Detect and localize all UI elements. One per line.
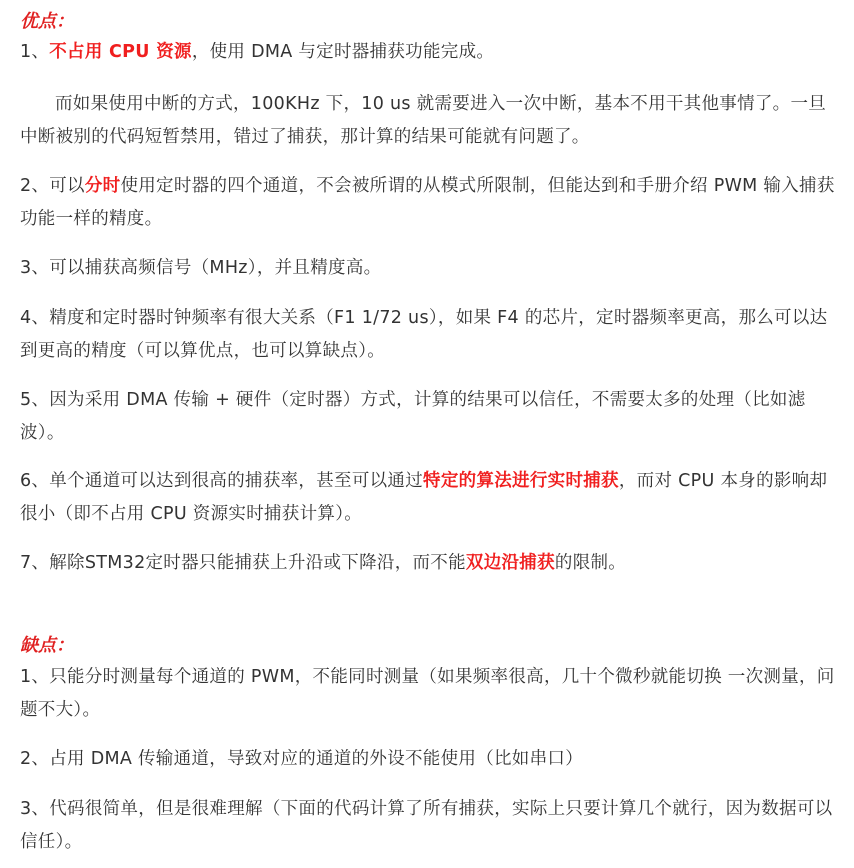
pros-item-6-prefix: 6、单个通道可以达到很高的捕获率，甚至可以通过 — [20, 471, 424, 491]
cons-item-2: 2、占用 DMA 传输通道，导致对应的通道的外设不能使用（比如串口） — [20, 749, 584, 769]
pros-item-2 — [20, 170, 835, 236]
pros-item-7-highlight: 双边沿捕获 — [465, 553, 555, 573]
pros-item-2-text: 使用定时器的四个通道，不会被所谓的从模式所限制，但能达到和手册介绍 PWM 输入捕获功能一样的精度。 — [20, 176, 835, 229]
pros-item-5: 5、因为采用 DMA 传输 + 硬件（定时器）方式，计算的结果可以信任，不需要太多的处理（比如滤波）。 — [20, 390, 806, 443]
pros-item-6-highlight: 特定的算法进行实时捕获 — [423, 471, 619, 491]
pros-item-2-highlight: 分时 — [84, 176, 121, 196]
pros-heading: 优点： — [20, 11, 74, 32]
cons-item-1: 1、只能分时测量每个通道的 PWM，不能同时测量（如果频率很高，几十个微秒就能切换 一次测量，问题不大）。 — [20, 667, 835, 720]
pros-item-4: 4、精度和定时器时钟频率有很大关系（F1 1/72 us），如果 F4 的芯片，定时器频率更高，那么可以达到更高的精度（可以算优点，也可以算缺点）。 — [20, 308, 828, 361]
pros-item-1-highlight: 不占用 CPU 资源 — [49, 42, 192, 62]
pros-item-7 — [20, 547, 835, 580]
pros-item-6 — [20, 465, 835, 531]
pros-item-6-text: ，而对 CPU 本身的影响却很小（即不占用 CPU 资源实时捕获计算）。 — [20, 471, 828, 524]
pros-item-2-prefix: 2、可以 — [20, 176, 85, 196]
cons-heading: 缺点： — [20, 635, 74, 656]
pros-item-1-text: ，使用 DMA 与定时器捕获功能完成。 — [191, 42, 495, 62]
pros-item-1-note: 而如果使用中断的方式，100KHz 下，10 us 就需要进入一次中断，基本不用干其他事情了。一旦中断被别的代码短暂禁用，错过了捕获，那计算的结果可能就有问题了。 — [20, 94, 827, 147]
pros-item-3: 3、可以捕获高频信号（MHz），并且精度高。 — [20, 258, 382, 278]
pros-item-1-prefix: 1、 — [20, 42, 50, 62]
pros-item-7-prefix: 7、解除STM32定时器只能捕获上升沿或下降沿，而不能 — [20, 553, 466, 573]
pros-item-1 — [20, 36, 835, 69]
pros-item-7-text: 的限制。 — [554, 553, 627, 573]
cons-item-3: 3、代码很简单，但是很难理解（下面的代码计算了所有捕获，实际上只要计算几个就行，因为数据可以信任）。 — [20, 799, 833, 852]
